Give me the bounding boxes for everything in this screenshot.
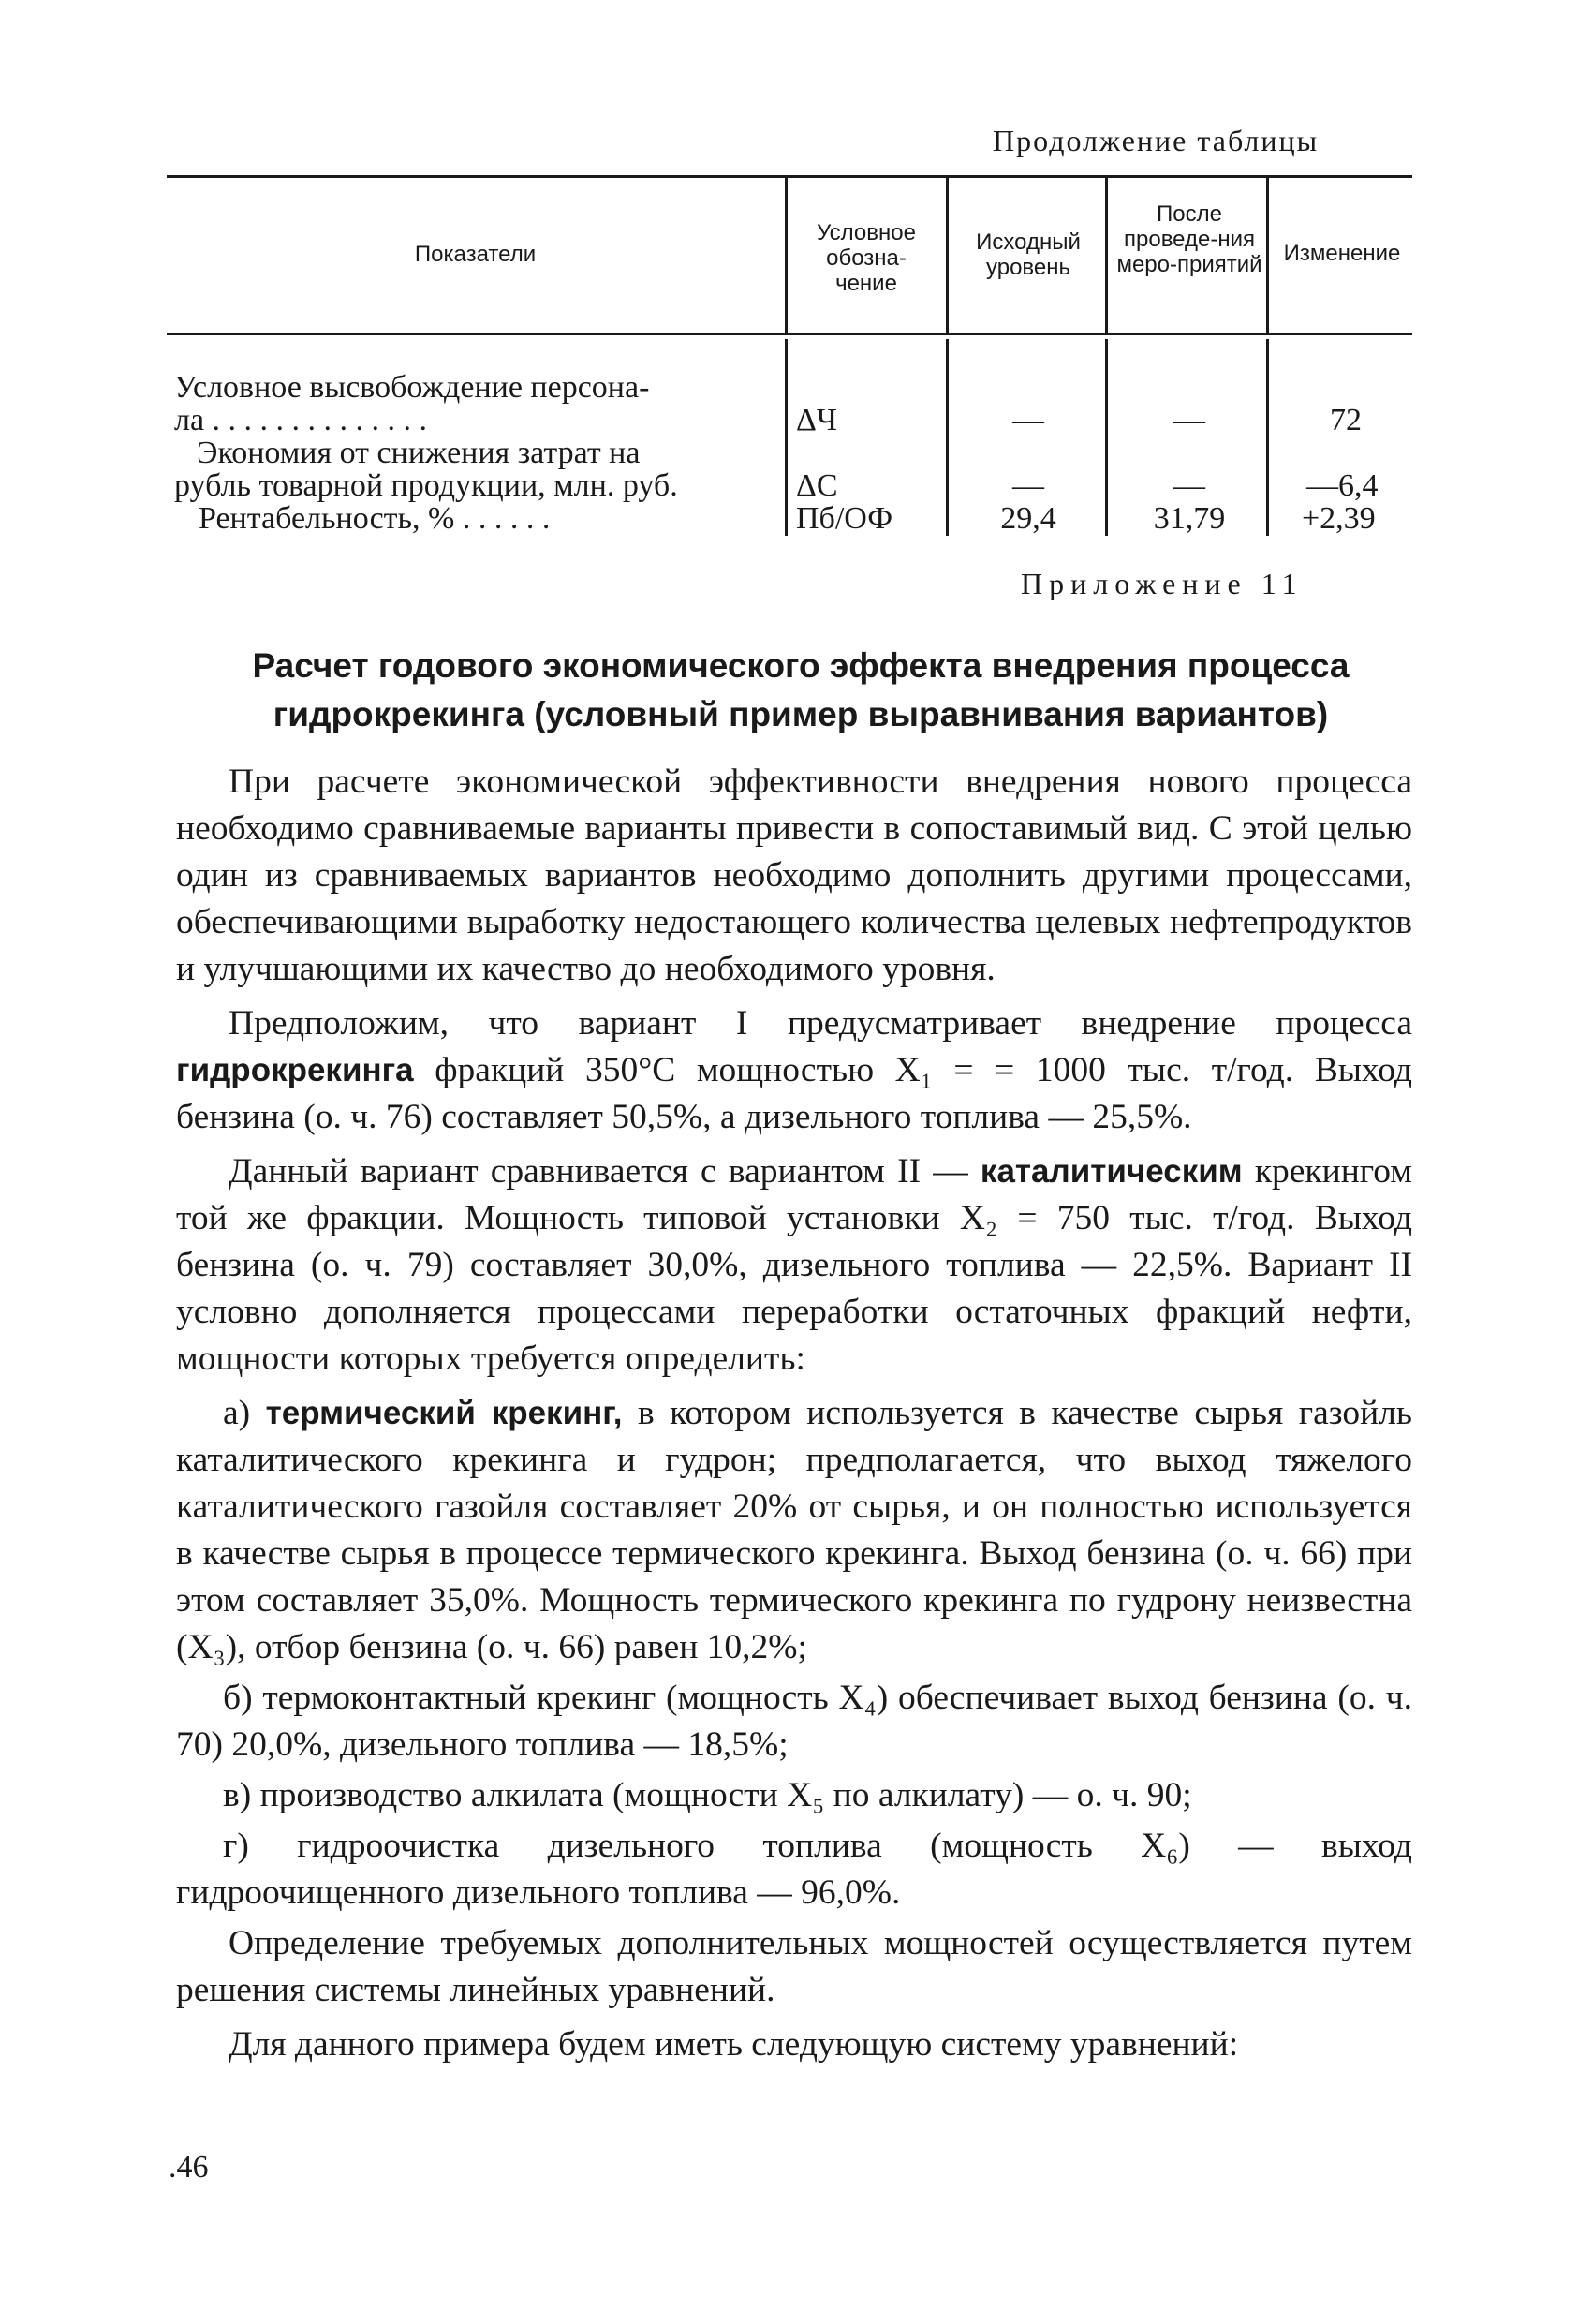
section-title: Расчет годового экономического эффекта внедрения процесса гидрокрекинга (условный пример выравнивания вариантов) bbox=[252, 646, 1350, 733]
row-cost-savings-designation: ΔС bbox=[796, 468, 838, 503]
table-divider bbox=[785, 178, 788, 333]
row-cost-savings-label-cont: рубль товарной продукции, млн. руб. bbox=[174, 468, 678, 503]
row-staff-release-change: 72 bbox=[1330, 403, 1362, 437]
table-header-rule bbox=[167, 333, 1412, 335]
table-divider bbox=[946, 339, 949, 536]
paragraph-capacity-determination: Определение требуемых дополнительных мощностей осуществляется путем решения системы линейных уравнений. bbox=[176, 1924, 1412, 2009]
table-divider bbox=[946, 178, 949, 333]
list-item-hydrotreating: г) гидроочистка дизельного топлива (мощность X₆) — выход гидроочищенного дизельного топлива — 96,0%. bbox=[176, 1827, 1412, 1912]
row-profitability-after: 31,79 bbox=[1153, 501, 1226, 536]
appendix-label: Приложение 11 bbox=[1021, 567, 1304, 600]
header-change: Изменение bbox=[1283, 241, 1401, 266]
row-cost-savings-after: — bbox=[1173, 468, 1205, 503]
table-divider bbox=[1105, 178, 1108, 333]
page-number: .46 bbox=[169, 2150, 209, 2184]
paragraph-variant-two: Данный вариант сравнивается с вариантом II — каталитическим крекингом той же фракции. Мощность типовой установки X₂ = 750 тыс. т/год. Выход бензина (о. ч. 79) составляет 30,0%, дизельного топлива — 22,5%. Вариант II условно дополняется процессами переработки остаточных фракций нефти, мощности которых требуется определить: bbox=[176, 1152, 1412, 1378]
list-item-alkylate: в) производство алкилата (мощности X₅ по алкилату) — о. ч. 90; bbox=[223, 1776, 1192, 1814]
row-staff-release-designation: ΔЧ bbox=[796, 403, 837, 437]
row-profitability-change: +2,39 bbox=[1302, 501, 1376, 536]
row-cost-savings-initial: — bbox=[1012, 468, 1044, 503]
paragraph-intro: При расчете экономической эффективности внедрения нового процесса необходимо сравниваемые варианты привести в сопоставимый вид. С этой целью один из сравниваемых вариантов необходимо дополнить другими процессами, обеспечивающими выработку недостающего количества целевых нефтепродуктов и улучшающими их качество до необходимого уровня. bbox=[176, 762, 1412, 988]
table-top-rule bbox=[167, 175, 1412, 178]
row-profitability-label: Рентабельность, % . . . . . . bbox=[199, 501, 551, 536]
header-after-measures: После проведе-ния меро-приятий bbox=[1116, 201, 1262, 277]
row-staff-release-label-cont: ла . . . . . . . . . . . . . . bbox=[174, 403, 428, 437]
header-initial-level: Исходный уровень bbox=[976, 229, 1081, 280]
row-profitability-initial: 29,4 bbox=[1000, 501, 1056, 536]
table-divider bbox=[1105, 339, 1108, 536]
row-profitability-designation: Пб/ОФ bbox=[796, 501, 893, 536]
row-staff-release-after: — bbox=[1173, 403, 1205, 437]
table-continuation-label: Продолжение таблицы bbox=[993, 124, 1320, 157]
row-staff-release-initial: — bbox=[1012, 403, 1044, 437]
row-cost-savings-change: —6,4 bbox=[1306, 468, 1379, 503]
table-divider bbox=[785, 339, 788, 536]
header-indicator: Показатели bbox=[414, 242, 537, 267]
header-designation: Условное обозна-чение bbox=[817, 220, 916, 296]
paragraph-equation-system: Для данного примера будем иметь следующую систему уравнений: bbox=[229, 2025, 1239, 2064]
list-item-thermal-cracking: а) термический крекинг, в котором используется в качестве сырья газойль каталитического крекинга и гудрон; предполагается, что выход тяжелого каталитического газойля составляет 20% от сырья, и он полностью используется в качестве сырья в процессе термического крекинга. Выход бензина (о. ч. 66) при этом составляет 35,0%. Мощность термического крекинга по гудрону неизвестна (X₃), отбор бензина (о. ч. 66) равен 10,2%; bbox=[176, 1394, 1412, 1666]
row-staff-release-label: Условное высвобождение персона- bbox=[174, 370, 650, 405]
paragraph-variant-one: Предположим, что вариант I предусматривает внедрение процесса гидрокрекинга фракций 350°С мощностью X₁ = = 1000 тыс. т/год. Выход бензина (о. ч. 76) составляет 50,5%, а дизельного топлива — 25,5%. bbox=[176, 1004, 1412, 1136]
row-cost-savings-label: Экономия от снижения затрат на bbox=[197, 436, 641, 470]
table-divider bbox=[1266, 339, 1269, 536]
body-text bbox=[176, 759, 1412, 2076]
table-divider bbox=[1266, 178, 1269, 333]
list-item-thermocontact-cracking: б) термоконтактный крекинг (мощность X₄) обеспечивает выход бензина (о. ч. 70) 20,0%, дизельного топлива — 18,5%; bbox=[176, 1679, 1412, 1764]
